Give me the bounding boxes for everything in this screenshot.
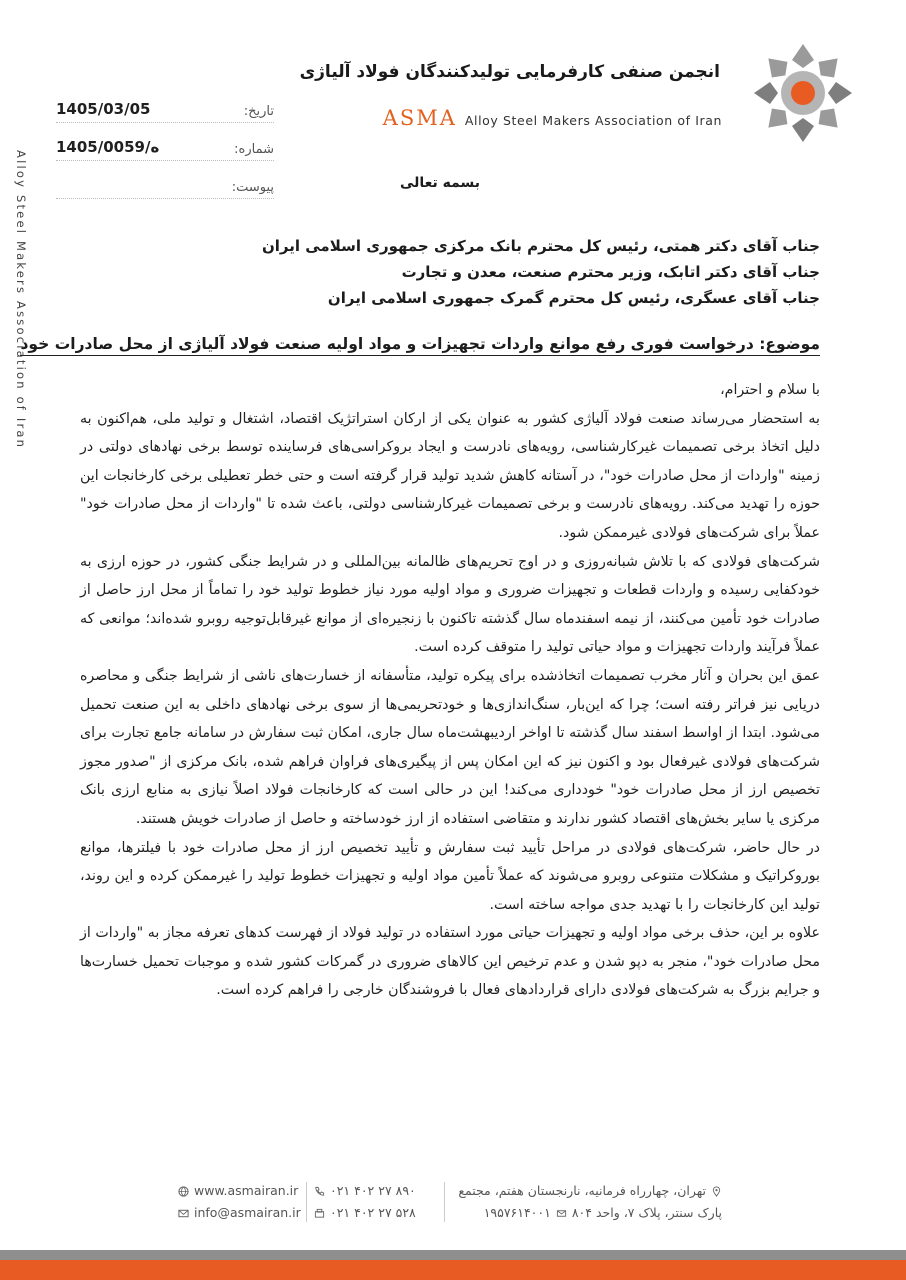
number-label: شماره: [234,142,274,157]
logo-center [791,81,815,105]
letter-meta [56,98,274,212]
letter-footer [168,1180,728,1228]
phone-icon [314,1186,325,1197]
letter-body [80,376,820,1005]
footer-divider [444,1182,445,1222]
number-row [56,136,274,161]
org-name-en-block [383,106,722,130]
date-value: 1405/03/05 [56,100,151,118]
location-pin-icon [711,1186,722,1197]
footer-address-line1: تهران، چهارراه فرمانیه، نارنجستان هفتم، مجتمع [458,1183,706,1198]
body-paragraph: به استحضار می‌رساند صنعت فولاد آلیاژی کشور به عنوان یکی از ارکان استراتژیک اقتصاد، اشتغال و تولید ملی، هم‌اکنون به دلیل اتخاذ برخی تصمیمات غیرکارشناسی، رویه‌های نادرست و ایجاد بروکراسی‌های فرساینده توسط برخی نهادهای دولتی در زمینه "واردات از محل صادرات خود"، در آستانه کاهش شدید تولید قرار گرفته است و حتی خطر تعطیلی برخی کارخانجات این حوزه را تهدید می‌کند. رویه‌های نادرست و برخی تصمیمات غیرکارشناسی دولتی، باعث شده تا "واردات از محل صادرات خود" عملاً برای شرکت‌های فولادی غیرممکن شود. [80,410,820,541]
footer-address-col [452,1180,722,1224]
footer-divider [306,1182,307,1222]
org-name-fa: انجمن صنفی کارفرمایی تولیدکنندگان فولاد آلیاژی [299,62,720,82]
org-acronym: ASMA [382,106,457,130]
recipient-line: جناب آقای دکتر همتی، رئیس کل محترم بانک مرکزی جمهوری اسلامی ایران [261,237,820,255]
globe-icon [178,1186,189,1197]
footer-postal-code: ۱۹۵۷۶۱۴۰۰۱ [483,1205,551,1220]
asma-logo [748,38,858,148]
number-value: 1405/0059/ه [56,138,160,156]
footer-address-line2: پارک سنتر، پلاک ۷، واحد ۸۰۴ [571,1205,722,1220]
mailbox-icon [556,1208,567,1219]
recipients [262,233,820,311]
footer-phone-col [314,1180,416,1224]
footer-email[interactable]: info@asmairan.ir [194,1205,301,1220]
body-paragraph: عمق این بحران و آثار مخرب تصمیمات اتخاذشده برای پیکره تولید، متأسفانه از خسارت‌های ناشی از شرایط جنگی و محاصره دریایی نیز فراتر رفته است؛ چرا که این‌بار، سنگ‌اندازی‌ها و خودتحریمی‌ها از سوی برخی نهادهای داخلی به این صنعت تحمیل می‌شود. ابتدا از اواسط اسفند سال گذشته تا اواخر اردیبهشت‌ماه سال جاری، امکان ثبت سفارش در سامانه جامع تجارت برای شرکت‌های فولادی غیرفعال بود و اکنون نیز که این امکان پس از پیگیری‌های فراوان فراهم شده، بانک مرکزی از "صدور مجوز تخصیص ارز از محل صادرات خود" خودداری می‌کند! این در حالی است که کارخانجات فولاد اصلاً نیازی به منابع ارزی بانک مرکزی یا سایر بخش‌های اقتصاد کشور ندارند و متقاضی استفاده از ارز خودساخته و حاصل از صادرات خویش هستند. [80,667,820,827]
org-name-en: Alloy Steel Makers Association of Iran [464,113,722,128]
date-label: تاریخ: [243,104,274,119]
footer-web-col [178,1180,301,1224]
footer-fax: ۰۲۱ ۴۰۲ ۲۷ ۵۲۸ [330,1205,416,1220]
footer-phone: ۰۲۱ ۴۰۲ ۲۷ ۸۹۰ [330,1183,416,1198]
attachment-label: پیوست: [231,180,274,195]
recipient-line: جناب آقای عسگری، رئیس کل محترم گمرک جمهوری اسلامی ایران [327,289,820,307]
body-paragraph: علاوه بر این، حذف برخی مواد اولیه و تجهیزات حیاتی مورد استفاده در تولید فولاد از فهرست کدهای تعرفه مجاز به "واردات از محل صادرات خود"، منجر به دپو شدن و عدم ترخیص این کالاهای ضروری در گمرکات کشور شده و موجبات تحمیل خسارت‌ها و جرایم بزرگ به شرکت‌های فولادی دارای قراردادهای فعال با فروشندگان خارجی را فراهم کرده است. [80,925,820,999]
footer-gray-band [0,1250,906,1260]
date-row [56,98,274,123]
email-icon [178,1208,189,1219]
letter-subject: موضوع: درخواست فوری رفع موانع واردات تجهیزات و مواد اولیه صنعت فولاد آلیاژی از محل صادرات خود [20,335,820,356]
body-paragraph: شرکت‌های فولادی که با تلاش شبانه‌روزی و در اوج تحریم‌های ظالمانه بین‌المللی و در شرایط جنگی کشور، در حوزه ارزی به خودکفایی رسیده و واردات قطعات و تجهیزات ضروری و مواد اولیه مورد نیاز خطوط تولید خود را تماماً از محل ارز حاصل از صادرات خود تأمین می‌کنند، از نیمه اسفندماه سال گذشته تاکنون با زنجیره‌ای از موانع غیرقابل‌توجیه روبرو شده‌اند؛ موانعی که عملاً فرآیند واردات تجهیزات و مواد حیاتی تولید را متوقف کرده است. [80,553,820,656]
footer-orange-band [0,1260,906,1280]
footer-website[interactable]: www.asmairan.ir [194,1183,299,1198]
recipient-line: جناب آقای دکتر اتابک، وزیر محترم صنعت، معدن و تجارت [401,263,820,281]
side-org-name: Alloy Steel Makers Association of Iran [14,150,28,450]
greeting: با سلام و احترام، [720,382,820,398]
body-paragraph: در حال حاضر، شرکت‌های فولادی در مراحل تأیید ثبت سفارش و تأیید تخصیص ارز از محل صادرات خود با فیلترها، موانع بوروکراتیک و مشکلات متنوعی روبرو می‌شوند که عملاً تأمین مواد اولیه و تجهیزات خطوط تولید را غیرممکن کرده و این روند، تولید این کارخانجات را با تهدید جدی مواجه ساخته است. [80,839,820,913]
fax-icon [314,1208,325,1219]
bismillah: بسمه تعالی [399,175,481,191]
